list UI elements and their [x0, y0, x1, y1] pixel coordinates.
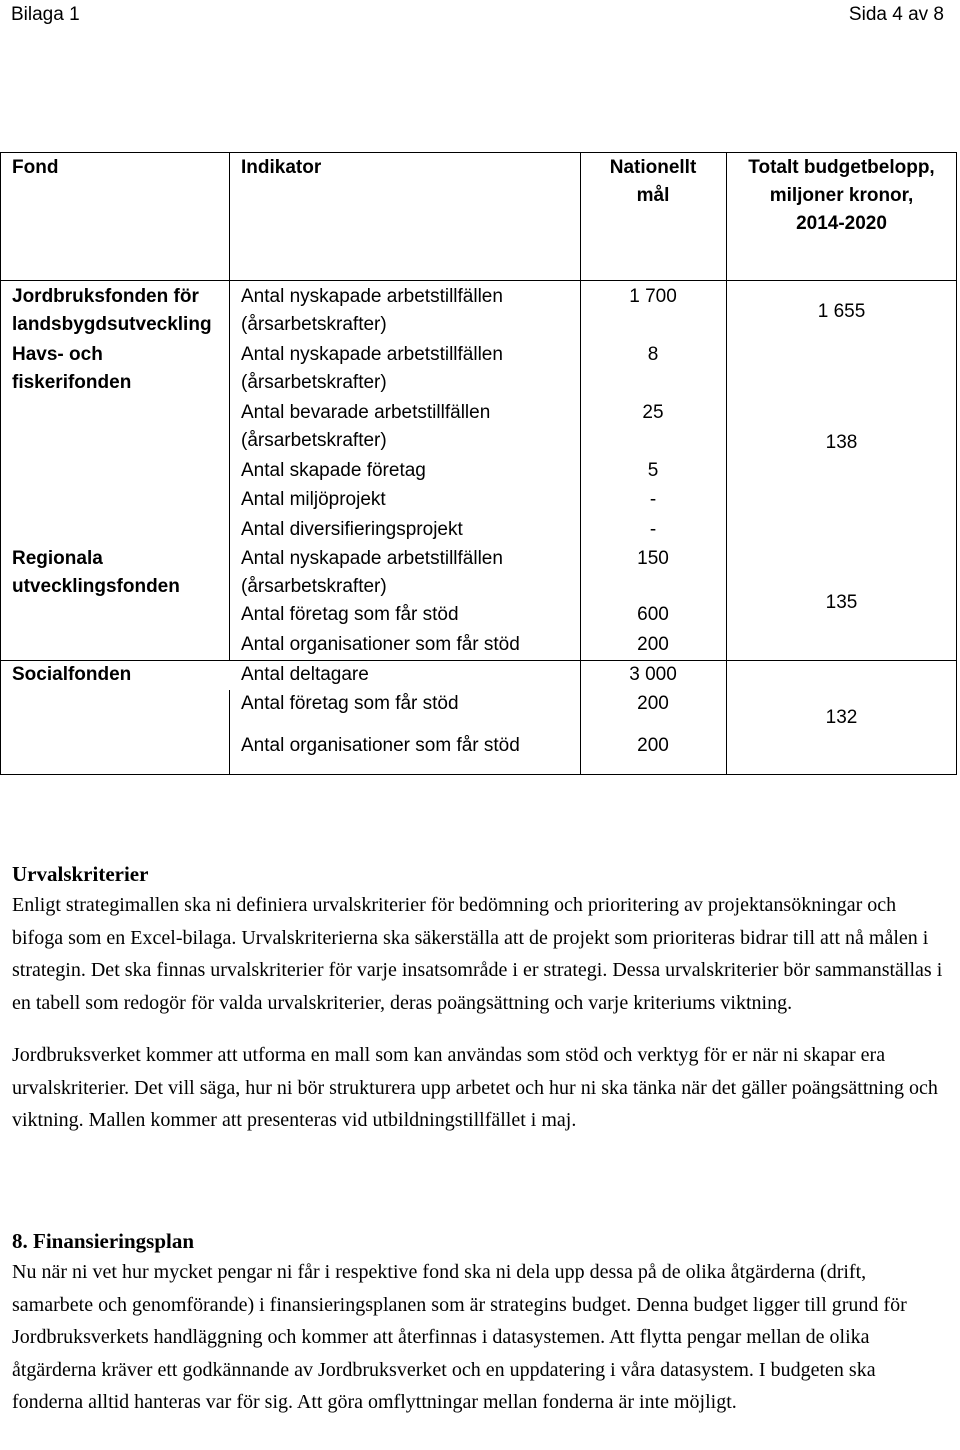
indicator-cell: Antal nyskapade arbetstillfällen (årsarbetskrafter) [241, 286, 503, 335]
goal-cell: 1 700 [629, 286, 677, 307]
indicator-cell: Antal diversifieringsprojekt [241, 519, 463, 540]
indicator-cell: Antal nyskapade arbetstillfällen (årsarbetskrafter) [241, 548, 503, 597]
header-budget: Totalt budgetbelopp, miljoner kronor, 2014-2020 [748, 157, 935, 234]
page-number: Sida 4 av 8 [848, 4, 944, 25]
indicator-cell: Antal miljöprojekt [241, 489, 386, 510]
indicator-cell: Antal företag som får stöd [241, 604, 459, 625]
goal-cell: 3 000 [629, 664, 677, 685]
budget-havs-och-fiskerifonden: 138 [825, 432, 858, 453]
indicator-cell: Antal företag som får stöd [241, 693, 459, 714]
goal-cell: 25 [642, 402, 664, 423]
goal-cell: 8 [647, 344, 659, 365]
goal-cell: 600 [637, 604, 669, 625]
table-col-divider-1b [229, 690, 230, 775]
section-urvalskriterier [12, 859, 947, 1137]
header-fond: Fond [12, 157, 59, 178]
goal-cell: 150 [637, 548, 669, 569]
indicator-cell: Antal skapade företag [241, 460, 426, 481]
goal-cell: 200 [637, 693, 669, 714]
budget-regionala-utvecklingsfonden: 135 [825, 592, 858, 613]
table-col-divider-1 [229, 152, 230, 660]
section-title: Urvalskriterier [12, 862, 149, 886]
section-number: 8. [12, 1229, 28, 1253]
indicator-cell: Antal bevarade arbetstillfällen (årsarbetskrafter) [241, 402, 491, 451]
fund-regionala-utvecklingsfonden: Regionala utvecklingsfonden [12, 548, 180, 597]
paragraph: Jordbruksverket kommer att utforma en mall som kan användas som stöd och verktyg för er när ni skapar era urvalskriterier. Det vill säga, hur ni bör strukturera upp arbetet och hur ni ska tänka när det gäller poängsättning och viktning. Mallen kommer att presenteras vid utbildningstillfället i maj. [12, 1044, 938, 1131]
indicator-cell: Antal deltagare [241, 664, 369, 685]
goal-cell: 5 [647, 460, 659, 481]
table-border-top [0, 152, 957, 153]
header-nationellt-mal: Nationellt mål [609, 157, 697, 206]
fund-havs-och-fiskerifonden: Havs- och fiskerifonden [12, 344, 132, 393]
goal-cell: - [649, 489, 657, 510]
indicator-cell: Antal organisationer som får stöd [241, 735, 520, 756]
table-border-right [956, 152, 957, 775]
fund-socialfonden: Socialfonden [12, 664, 132, 685]
budget-socialfonden: 132 [825, 707, 858, 728]
paragraph: Enligt strategimallen ska ni definiera urvalskriterier för bedömning och prioritering av projektansökningar och bifoga som en Excel-bilaga. Urvalskriterierna ska säkerställa att de projekt som prioriteras bidrar till att nå målen i strategin. Det ska finnas urvalskriterier för varje insatsområde i er strategi. Dessa urvalskriterier bör sammanställas i en tabell som redogör för valda urvalskriterier, deras poängsättning och varje kriteriums viktning. [12, 894, 943, 1014]
table-social-divider [0, 660, 957, 661]
table-col-divider-3 [726, 152, 727, 775]
table-border-left [0, 152, 1, 775]
fund-jordbruksfonden: Jordbruksfonden för landsbygdsutveckling [12, 286, 212, 335]
section-title [12, 1226, 947, 1256]
indicator-cell: Antal organisationer som får stöd [241, 634, 520, 655]
table-header-divider [0, 280, 957, 281]
goal-cell: 200 [637, 634, 669, 655]
budget-jordbruksfonden: 1 655 [817, 301, 866, 322]
section-title-text: Finansieringsplan [33, 1229, 195, 1253]
paragraph: Nu när ni vet hur mycket pengar ni får i respektive fond ska ni dela upp dessa på de olika åtgärderna (drift, samarbete och genomförande) i finansieringsplanen som är strategins budget. Denna budget ligger till grund för Jordbruksverkets handläggning och kommer att återfinnas i datasystemen. Att flytta pengar mellan de olika åtgärderna kräver ett godkännande av Jordbruksverket och en uppdatering i våra datasystem. I budgeten ska fonderna alltid hanteras var för sig. Att göra omflyttningar mellan fonderna är inte möjligt. [12, 1261, 907, 1413]
page-header-left: Bilaga 1 [11, 4, 80, 25]
section-finansieringsplan [12, 1226, 947, 1419]
goal-cell: 200 [637, 735, 669, 756]
indicator-cell: Antal nyskapade arbetstillfällen (årsarbetskrafter) [241, 344, 503, 393]
header-indikator: Indikator [241, 157, 322, 178]
goal-cell: - [649, 519, 657, 540]
table-border-bottom [0, 774, 957, 775]
